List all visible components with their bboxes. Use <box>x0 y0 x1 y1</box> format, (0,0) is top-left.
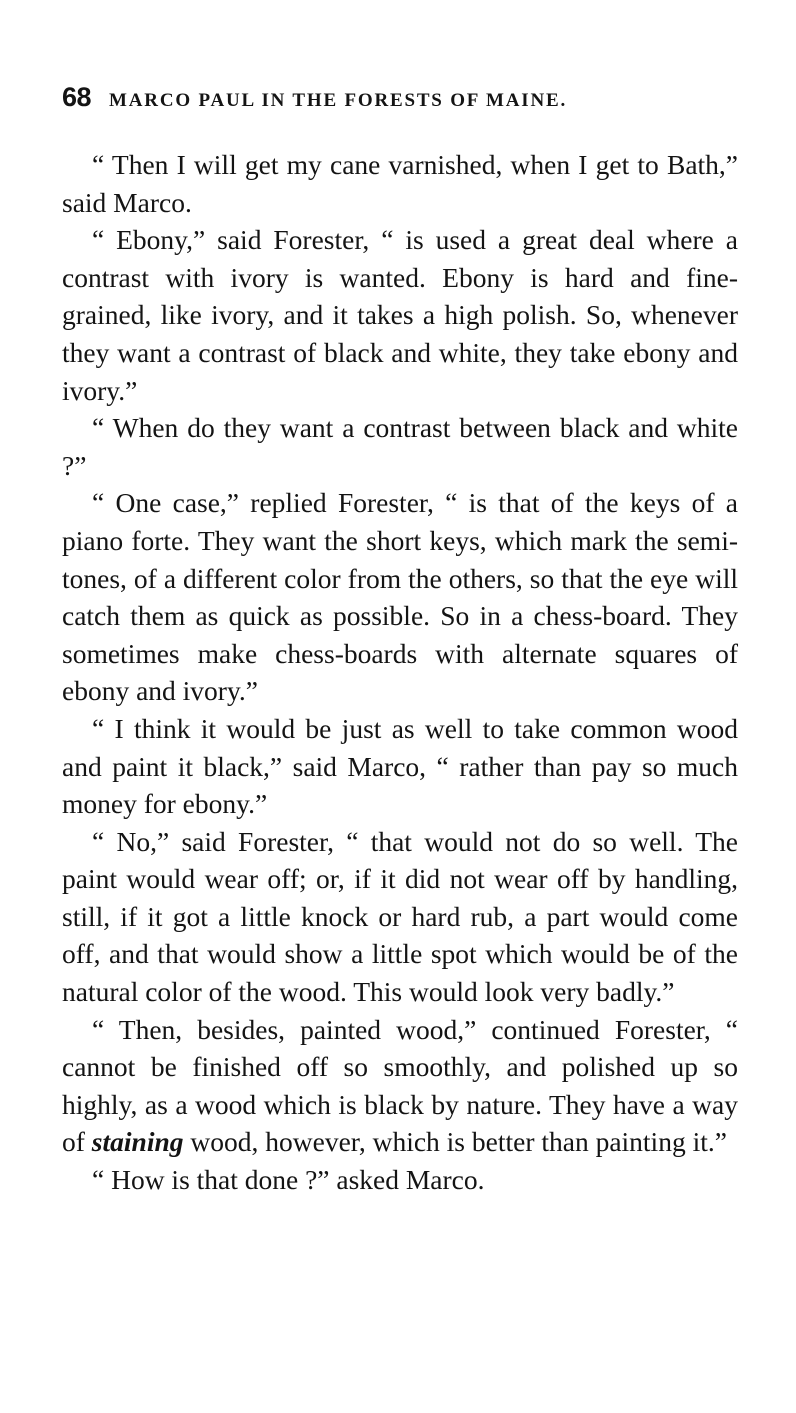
paragraph: “ Then I will get my cane varnished, when I get to Bath,” said Marco. <box>62 149 738 218</box>
paragraph: “ I think it would be just as well to take common wood and paint it black,” said Marco, “ rather than pay so much money for ebony.” <box>62 712 738 820</box>
paragraph-text: “ Then, besides, painted wood,” continued Forester, “ cannot be finished off so smoothly, and polished up so highly, as a wood which is black by nature. They have a way of <box>62 1013 738 1158</box>
paragraph: “ One case,” replied Forester, “ is that of the keys of a piano forte. They want the short keys, which mark the semi-tones, of a different color from the others, so that the eye will catch them as quick as possible. So in a chess-board. They sometimes make chess-boards with alternate squares of ebony and ivory.” <box>62 487 738 707</box>
emphasized-word: staining <box>91 1126 184 1158</box>
paragraph-text: wood, however, which is better than painting it.” <box>183 1126 727 1158</box>
page-number: 68 <box>62 82 92 112</box>
running-head: MARCO PAUL IN THE FORESTS OF MAINE. <box>109 90 568 111</box>
paragraph: “ When do they want a contrast between black and white ?” <box>62 412 738 481</box>
page-header <box>62 82 738 122</box>
paragraph <box>62 1011 738 1161</box>
book-page <box>62 82 738 1199</box>
paragraph: “ Ebony,” said Forester, “ is used a great deal where a contrast with ivory is wanted. Ebony is hard and fine-grained, like ivory, and it takes a high polish. So, whenever they want a contrast of black and white, they take ebony and ivory.” <box>62 224 738 406</box>
paragraph: “ How is that done ?” asked Marco. <box>92 1164 485 1196</box>
paragraph: “ No,” said Forester, “ that would not do so well. The paint would wear off; or, if it did not wear off by handling, still, if it got a little knock or hard rub, a part would come off, and that would show a little spot which would be of the natural color of the wood. This would look very badly.” <box>62 825 738 1008</box>
body-text <box>62 146 738 1199</box>
